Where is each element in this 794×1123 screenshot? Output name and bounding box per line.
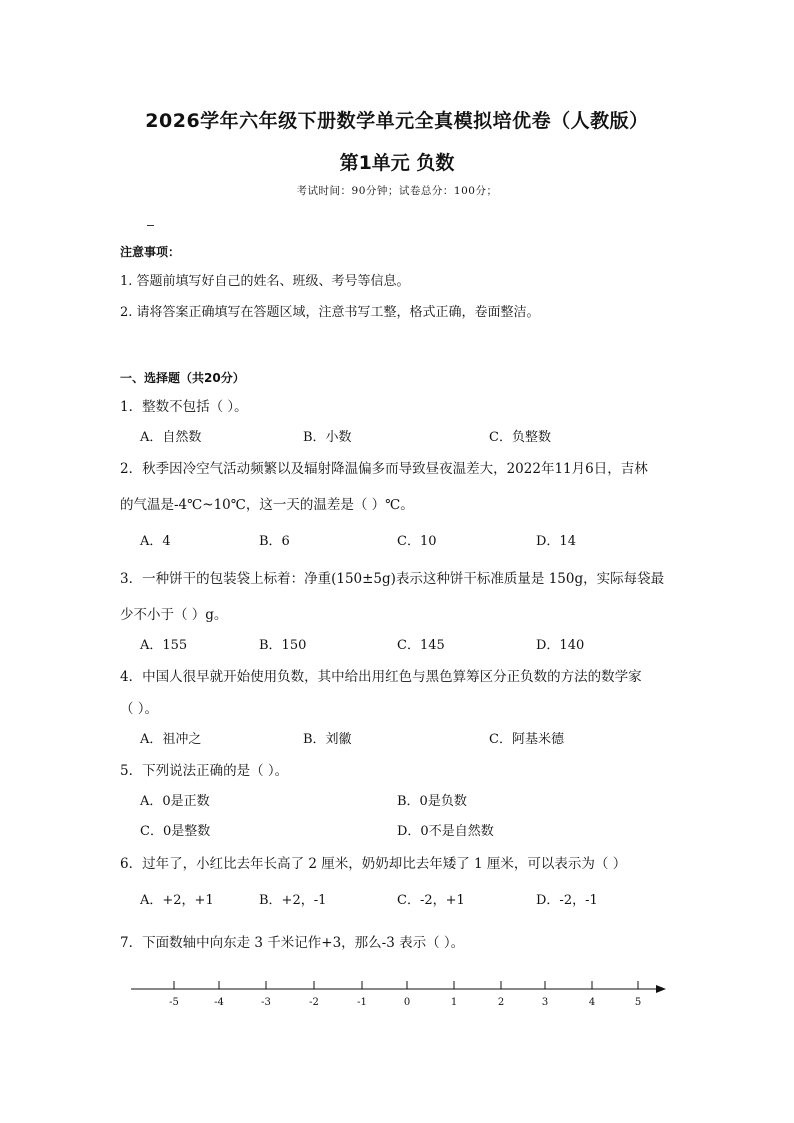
q3-option-c[interactable]: C．145 — [397, 638, 445, 653]
q6-option-c[interactable]: C．-2，+1 — [397, 893, 465, 908]
q6-option-a[interactable]: A．+2，+1 — [140, 893, 214, 908]
q2-option-b[interactable]: B．6 — [259, 534, 290, 549]
question-3-line-1: 3．一种饼干的包装袋上标着：净重(150±5g)表示这种饼干标准质量是 150g，实际每袋最 — [120, 571, 665, 587]
q1-option-b[interactable]: B．小数 — [303, 430, 352, 445]
number-line-label: -2 — [309, 997, 319, 1008]
arrow-right-icon — [656, 985, 666, 993]
number-line-label: -1 — [357, 997, 367, 1008]
q6-option-d[interactable]: D．-2，-1 — [536, 893, 598, 908]
section-heading: 一、选择题（共20分） — [120, 371, 245, 385]
number-line-label: 3 — [541, 997, 549, 1008]
q4-option-c[interactable]: C．阿基米德 — [489, 732, 564, 747]
question-1: 1．整数不包括（ ）。 — [120, 399, 248, 415]
number-line-label: -4 — [214, 997, 224, 1008]
number-line-label: 5 — [634, 997, 642, 1008]
q4-option-b[interactable]: B．刘徽 — [303, 732, 352, 747]
number-line-label: -3 — [261, 997, 271, 1008]
q6-option-b[interactable]: B．+2，-1 — [259, 893, 327, 908]
q5-option-b[interactable]: B．0是负数 — [397, 794, 467, 809]
question-2-line-2: 的气温是-4℃~10℃，这一天的温差是（ ）℃。 — [120, 497, 414, 513]
unit-subtitle: 第1单元 负数 — [339, 152, 455, 174]
question-4-line-1: 4．中国人很早就开始使用负数，其中给出用红色与黑色算筹区分正负数的方法的数学家 — [120, 669, 642, 685]
q4-option-a[interactable]: A．祖冲之 — [140, 732, 202, 747]
notice-item: 1. 答题前填写好自己的姓名、班级、考号等信息。 — [120, 274, 410, 289]
question-4-line-2: （ ）。 — [120, 701, 159, 717]
number-line-label: 1 — [450, 997, 458, 1008]
question-2-line-1: 2．秋季因冷空气活动频繁以及辐射降温偏多而导致昼夜温差大，2022年11月6日，吉林 — [120, 461, 648, 477]
exam-info: 考试时间：90分钟；试卷总分：100分； — [296, 185, 498, 197]
q3-option-b[interactable]: B．150 — [259, 638, 307, 653]
number-line-label: 0 — [403, 997, 411, 1008]
q5-option-a[interactable]: A．0是正数 — [140, 794, 210, 809]
question-7: 7．下面数轴中向东走 3 千米记作+3，那么-3 表示（ ）。 — [120, 935, 465, 951]
number-line-label: 4 — [588, 997, 596, 1008]
notice-item: 2. 请将答案正确填写在答题区域，注意书写工整，格式正确，卷面整洁。 — [120, 305, 540, 320]
q3-option-a[interactable]: A．155 — [140, 638, 188, 653]
number-line-label: -5 — [169, 997, 179, 1008]
exam-title: 2026学年六年级下册数学单元全真模拟培优卷（人教版） — [145, 110, 649, 132]
q1-option-a[interactable]: A．自然数 — [140, 430, 202, 445]
q2-option-a[interactable]: A．4 — [140, 534, 171, 549]
q5-option-c[interactable]: C．0是整数 — [140, 824, 211, 839]
question-5: 5．下列说法正确的是（ ）。 — [120, 763, 289, 779]
q3-option-d[interactable]: D．140 — [536, 638, 585, 653]
number-line-label: 2 — [497, 997, 505, 1008]
q2-option-d[interactable]: D．14 — [536, 534, 576, 549]
question-3-line-2: 少不小于（ ）g。 — [120, 607, 228, 623]
q5-option-d[interactable]: D．0不是自然数 — [397, 824, 494, 839]
notice-heading: 注意事项： — [120, 245, 181, 259]
q1-option-c[interactable]: C．负整数 — [489, 430, 551, 445]
q2-option-c[interactable]: C．10 — [397, 534, 437, 549]
question-6: 6．过年了，小红比去年长高了 2 厘米，奶奶却比去年矮了 1 厘米，可以表示为（ ） — [120, 856, 627, 872]
